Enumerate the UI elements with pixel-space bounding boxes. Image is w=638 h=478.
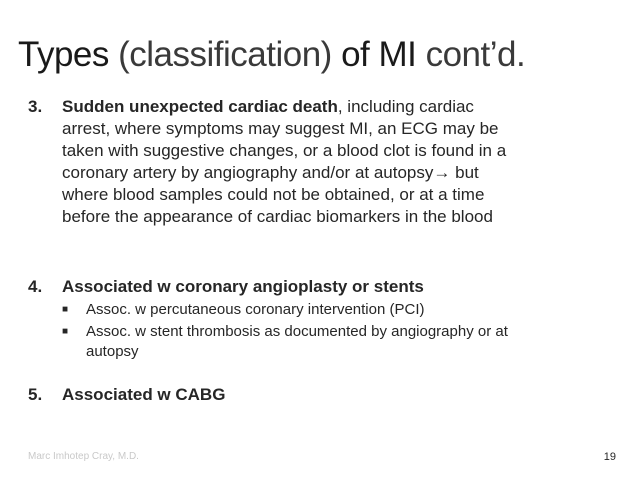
item-3-line1-rest: , including cardiac [337, 97, 474, 116]
title-contd: cont’d. [416, 35, 526, 74]
item-4-sub-2-line1: Assoc. w stent thrombosis as documented by angiography or at [86, 323, 508, 340]
item-4-bold-label: Associated w coronary angioplasty or stents [62, 277, 424, 296]
item-4-sub-2 [86, 322, 606, 362]
slide-title [18, 34, 525, 76]
item-4-sub-1 [86, 300, 606, 320]
arrow-icon: → [433, 163, 451, 182]
item-3-line5: where blood samples could not be obtained, or at a time [62, 185, 485, 204]
square-bullet-icon: ■ [62, 326, 69, 337]
item-3-line3: taken with suggestive changes, or a blood clot is found in a [62, 141, 507, 160]
item-3-line2: arrest, where symptoms may suggest MI, an ECG may be [62, 119, 499, 138]
item-3-bold-label: Sudden unexpected cardiac death [62, 97, 338, 116]
title-of-mi: of MI [341, 35, 417, 74]
title-classification: (classification) [108, 35, 342, 74]
item-3-text [62, 96, 622, 228]
title-types: Types [18, 35, 109, 74]
item-4-label [62, 276, 622, 298]
page-number: 19 [603, 451, 616, 463]
item-4-sub-2-line2: autopsy [86, 343, 139, 360]
item-3-line4: coronary artery by angiography and/or at autopsy [62, 163, 434, 182]
footer-author: Marc Imhotep Cray, M.D. [28, 451, 139, 462]
item-3-line4-end: but [450, 163, 479, 182]
item-5-number: 5. [28, 385, 43, 404]
item-4-sub-1-text: Assoc. w percutaneous coronary intervention (PCI) [86, 301, 425, 318]
item-4-number: 4. [28, 277, 43, 296]
item-3-number: 3. [28, 97, 43, 116]
item-5-label [62, 384, 622, 406]
item-3-line6: before the appearance of cardiac biomarkers in the blood [62, 207, 493, 226]
square-bullet-icon: ■ [62, 304, 69, 315]
item-5-bold-label: Associated w CABG [62, 385, 226, 404]
